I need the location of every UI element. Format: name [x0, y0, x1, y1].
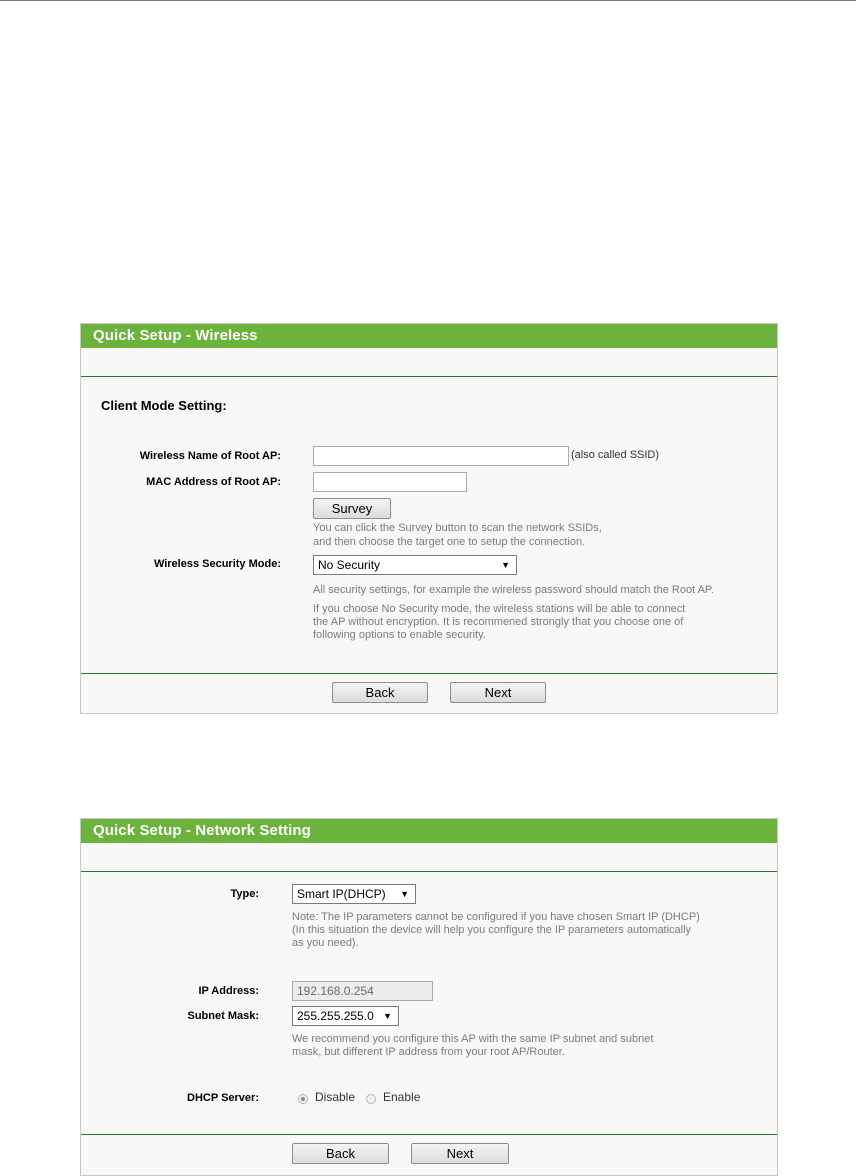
security-note: All security settings, for example the wireless password should match the Root AP. — [313, 584, 714, 596]
subnet-note-line-1: We recommend you configure this AP with the same IP subnet and subnet — [292, 1033, 654, 1045]
panel-title: Quick Setup - Network Setting — [81, 819, 777, 843]
survey-button[interactable]: Survey — [313, 498, 391, 519]
ssid-input[interactable] — [313, 446, 569, 466]
security-mode-value: No Security — [318, 558, 381, 572]
panel-footer — [81, 1134, 777, 1175]
panel-body — [81, 872, 777, 1134]
mac-address-input[interactable] — [313, 472, 467, 492]
no-security-note-line-2: the AP without encryption. It is recommened strongly that you choose one of — [313, 616, 684, 628]
no-security-note-line-3: following options to enable security. — [313, 629, 486, 641]
panel-subheader — [81, 348, 777, 377]
security-mode-label: Wireless Security Mode: — [153, 558, 281, 570]
panel-footer — [81, 673, 777, 712]
panel-subheader — [81, 843, 777, 872]
chevron-down-icon: ▼ — [383, 1011, 392, 1021]
type-note-line-2: (In this situation the device will help you configure the IP parameters automatically — [292, 924, 692, 936]
section-title: Client Mode Setting: — [101, 398, 227, 413]
network-setup-panel — [80, 818, 778, 1176]
survey-note-line-1: You can click the Survey button to scan the network SSIDs, — [313, 522, 602, 534]
next-button[interactable]: Next — [411, 1143, 509, 1164]
subnet-mask-label: Subnet Mask: — [187, 1010, 259, 1022]
connection-type-value: Smart IP(DHCP) — [297, 887, 386, 901]
ip-address-label: IP Address: — [198, 985, 259, 997]
mac-label: MAC Address of Root AP: — [146, 476, 281, 488]
dhcp-server-label: DHCP Server: — [187, 1092, 259, 1104]
ssid-label: Wireless Name of Root AP: — [139, 450, 281, 462]
dhcp-enable-radio[interactable] — [366, 1094, 376, 1104]
ip-address-input[interactable] — [292, 981, 433, 1001]
dhcp-enable-label: Enable — [383, 1090, 421, 1104]
subnet-mask-value: 255.255.255.0 — [297, 1009, 374, 1023]
chevron-down-icon: ▼ — [501, 560, 510, 570]
subnet-mask-select[interactable] — [292, 1006, 399, 1026]
survey-note-line-2: and then choose the target one to setup the connection. — [313, 536, 586, 548]
dhcp-disable-label: Disable — [315, 1090, 356, 1104]
type-note-line-1: Note: The IP parameters cannot be configured if you have chosen Smart IP (DHCP) — [292, 911, 700, 923]
dhcp-disable-radio[interactable] — [298, 1094, 308, 1104]
page-top-rule — [0, 0, 856, 1]
wireless-setup-panel — [80, 323, 778, 714]
panel-body — [81, 377, 777, 673]
connection-type-select[interactable] — [292, 884, 416, 904]
panel-title: Quick Setup - Wireless — [81, 324, 777, 348]
next-button[interactable]: Next — [450, 682, 546, 703]
back-button[interactable]: Back — [332, 682, 428, 703]
back-button[interactable]: Back — [292, 1143, 389, 1164]
ssid-hint: (also called SSID) — [571, 449, 660, 461]
type-note-line-3: as you need). — [292, 937, 359, 949]
no-security-note-line-1: If you choose No Security mode, the wireless stations will be able to connect — [313, 603, 686, 615]
chevron-down-icon: ▼ — [400, 889, 409, 899]
type-label: Type: — [230, 888, 259, 900]
security-mode-select[interactable] — [313, 555, 517, 575]
subnet-note-line-2: mask, but different IP address from your root AP/Router. — [292, 1046, 565, 1058]
